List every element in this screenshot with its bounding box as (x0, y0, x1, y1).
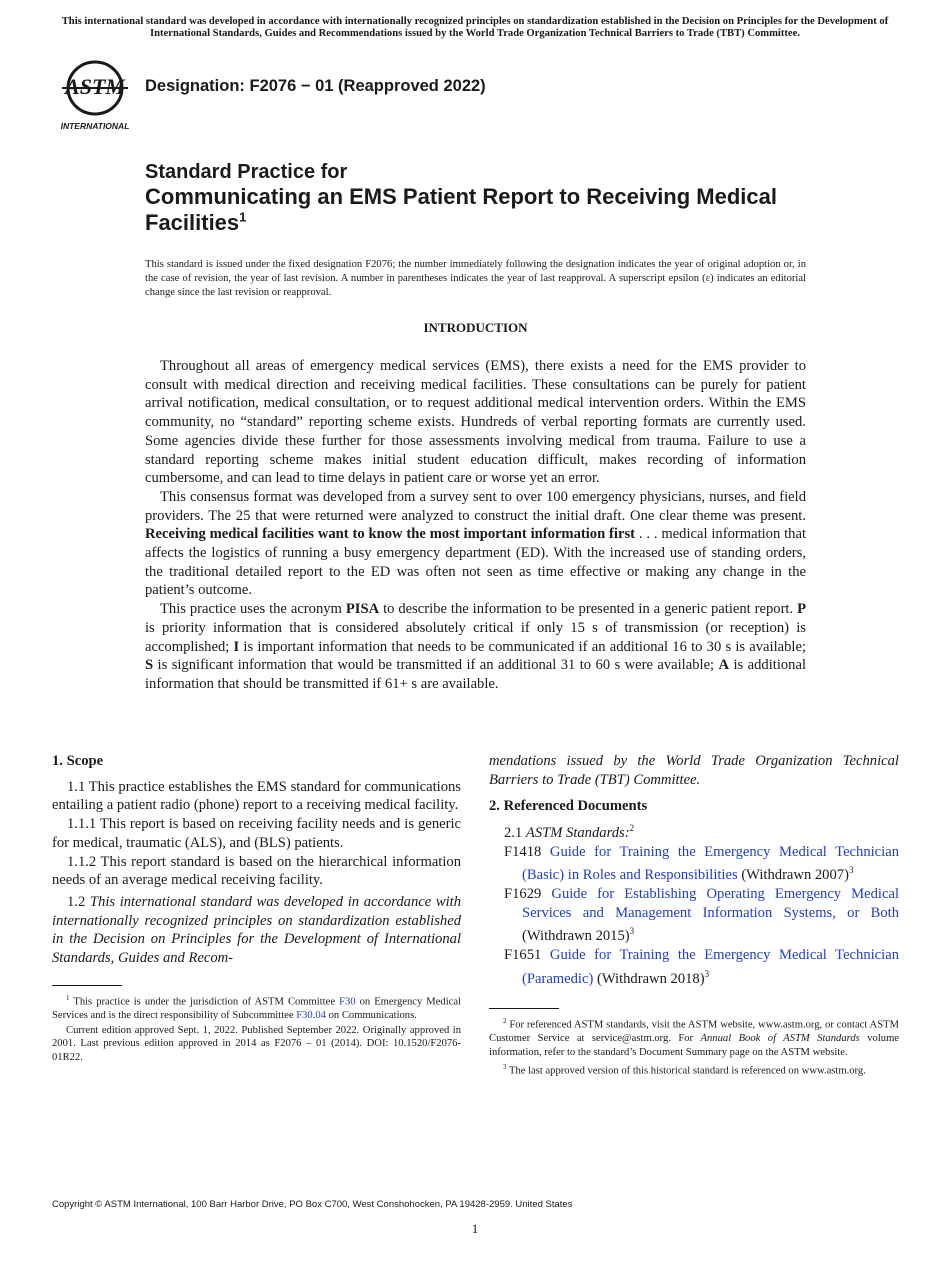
title-footnote-mark: 1 (239, 209, 247, 225)
scope-1-1-1: 1.1.1 This report is based on receiving facility needs and is generic for medical, traumatic (ALS), and (BLS) patients. (52, 816, 461, 851)
page-number: 1 (471, 1221, 479, 1236)
ref-link-f1651[interactable]: Guide for Training the Emergency Medical Technician (Paramedic) (522, 946, 899, 987)
astm-logo (54, 56, 136, 132)
ref-item-f1418: F1418 Guide for Training the Emergency Medical Technician (Basic) in Roles and Responsibilities (Withdrawn 2007)$^3$ (504, 843, 899, 884)
intro-paragraph-2: This consensus format was developed from a survey sent to over 100 emergency physicians, nurses, and field providers. The 25 that were returned were analyzed to construct the initial draft. One clear theme was present. Receiving medical facilities want to know the most important information first . . . medical information that affects the logistics of running a busy emergency department (ED). With the increased use of standing orders, the traditional detailed report to the ED was often not seen as time effective or making any change in the patient’s outcome. (145, 488, 807, 599)
footnote-1-edition: Current edition approved Sept. 1, 2022. Published September 2022. Originally approved in 2001. Last previous edition approved in 2014 as F2076 – 01 (2014). DOI: 10.1520/F2076-01R22. (52, 1025, 461, 1063)
left-column (52, 752, 461, 1064)
referenced-documents-heading: 2. Referenced Documents (489, 798, 648, 815)
intro-paragraph-3: This practice uses the acronym PISA to describe the information to be presented in a generic patient report. P is priority information that is considered absolutely critical if only 15 s of transmission (or reception) is accomplished; I is important information that needs to be communicated if an additional 16 to 30 s is available; S is significant information that would be transmitted if an additional 31 to 60 s were available; A is additional information that should be transmitted if 61+ s are available. (145, 601, 807, 692)
scope-1-1: 1.1 This practice establishes the EMS standard for communications entailing a patient radio (phone) report to a receiving medical facility. (52, 778, 461, 814)
ref-link-f1418[interactable]: Guide for Training the Emergency Medical Technician (Basic) in Roles and Responsibilities (522, 843, 899, 884)
logo-text-astm: ASTM (65, 74, 125, 99)
ref-item-f1651: F1651 Guide for Training the Emergency Medical Technician (Paramedic) (Withdrawn 2018)$^3$ (504, 946, 899, 987)
link-f30[interactable]: F30 (339, 996, 356, 1008)
scope-1-2: 1.2 This international standard was developed in accordance with internationally recognized principles on standardization established in the Decision on Principles for the Development of International Standards, Guides and Recom- (52, 893, 462, 967)
logo-text-international: INTERNATIONAL (60, 121, 130, 131)
title-block (145, 160, 845, 236)
footnotes-left (52, 992, 461, 1065)
copyright: Copyright © ASTM International, 100 Barr Harbor Drive, PO Box C700, West Conshohocken, PA 19428-2959. United States (52, 1199, 573, 1210)
footnote-1: $^1$ This practice is under the jurisdiction of ASTM Committee F30 on Emergency Medical Services and is the direct responsibility of Subcommittee F30.04 on Communications. (52, 993, 461, 1021)
scope-1-2-continued: mendations issued by the World Trade Organization Technical Barriers to Trade (TBT) Committee. (489, 753, 899, 788)
right-column (489, 752, 899, 1078)
footnote-2: $^2$ For referenced ASTM standards, visit the ASTM website, www.astm.org, or contact ASTM Customer Service at service@astm.org. For Annual Book of ASTM Standards volume information, refer to the standard’s Document Summary page on the ASTM website. (489, 1017, 900, 1058)
page-title (145, 184, 845, 236)
ref-link-f1629[interactable]: Guide for Establishing Operating Emergency Medical Services and Management Information Systems, or Both (522, 885, 900, 921)
introduction-heading: INTRODUCTION (423, 320, 528, 335)
ref-item-f1629: F1629 Guide for Establishing Operating Emergency Medical Services and Management Information Systems, or Both (Withdrawn 2015)$^3$ (504, 885, 900, 945)
introduction-body (145, 357, 806, 694)
intro-emphasis: Receiving medical facilities want to know the most important information first (145, 526, 635, 543)
footnote-3: $^3$ The last approved version of this historical standard is referenced on www.astm.org. (503, 1062, 866, 1077)
astm-standards-subheading: 2.1 ASTM Standards:$^2$ (504, 823, 635, 841)
intro-paragraph-1: Throughout all areas of emergency medical services (EMS), there exists a need for the EMS provider to consult with medical direction and receiving medical facilities. These consultations can be purely for patient arrival notification, medical consultation, or to request additional medical intervention orders. Within the EMS community, no “standard” reporting scheme exists. Hundreds of verbal reporting formats are currently used. Some agencies divide these further for those assessments involving medical from trauma. Failure to use a standard reporting scheme makes initial student education difficult, makes recording of information cumbersome, and can lead to time delays in patient care or worse yet an error. (145, 358, 806, 487)
title-line1: Standard Practice for (145, 161, 348, 183)
scope-1-1-2: 1.1.2 This report standard is based on the hierarchical information needs of an average medical receiving facility. (52, 853, 461, 889)
standard-note: This standard is issued under the fixed designation F2076; the number immediately following the designation indicates the year of original adoption or, in the case of revision, the year of last revision. A number in parentheses indicates the year of last reapproval. A superscript epsilon (ε) indicates an editorial change since the last revision or reapproval. (145, 259, 806, 298)
top-notice: This international standard was developed in accordance with internationally recognized principles on standardization established in the Decision on Principles for the Development of International Standards, Guides and Recommendations issued by the World Trade Organization Technical Barriers to Trade (TBT) Committee. (61, 16, 889, 39)
footnotes-right (489, 1015, 899, 1078)
scope-heading: 1. Scope (52, 753, 104, 769)
designation: Designation: F2076 − 01 (Reapproved 2022) (145, 77, 486, 95)
title-main-text: Communicating an EMS Patient Report to Receiving Medical Facilities (145, 184, 777, 235)
link-f30-04[interactable]: F30.04 (296, 1009, 326, 1021)
